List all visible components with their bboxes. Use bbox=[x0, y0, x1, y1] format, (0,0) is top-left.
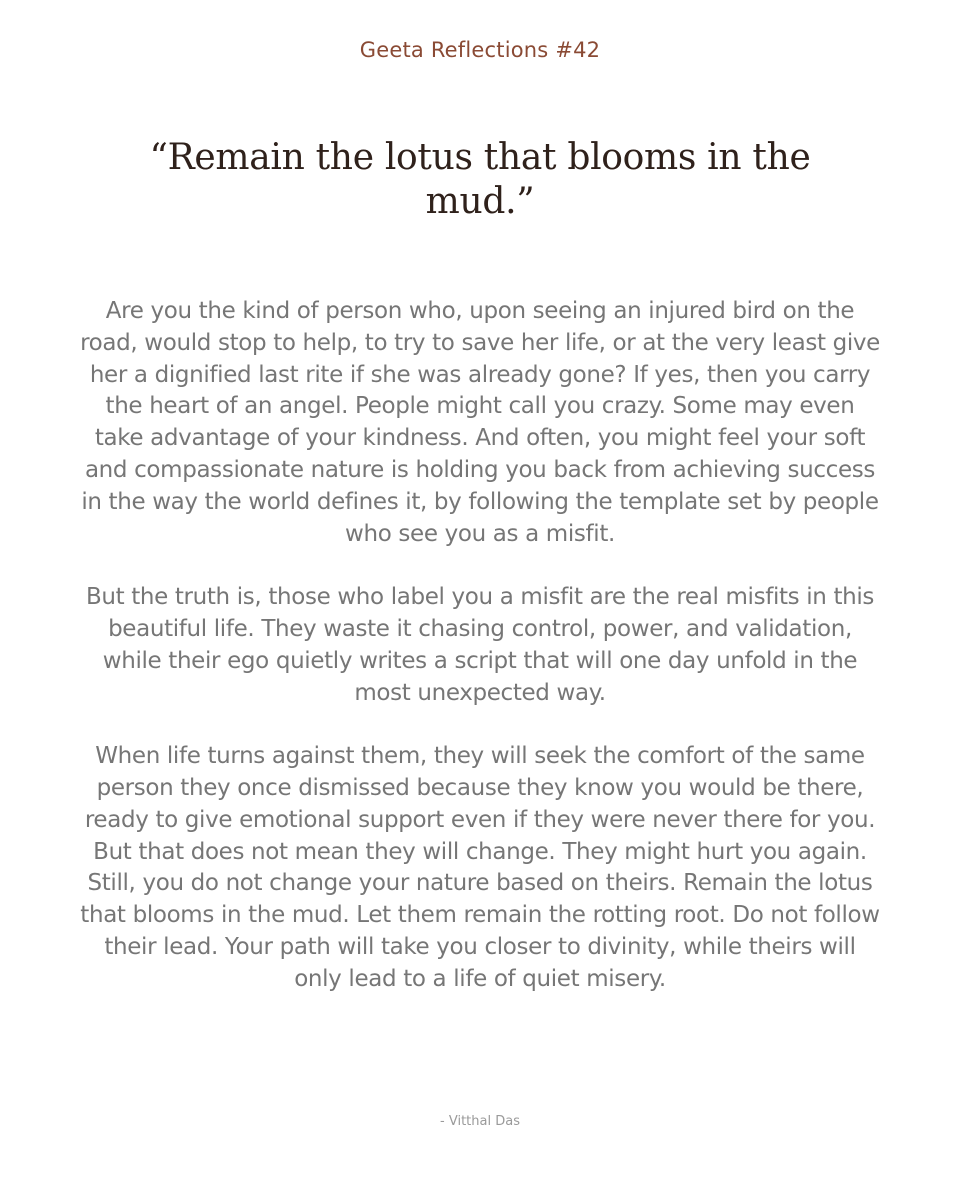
paragraph-gap bbox=[80, 550, 880, 582]
series-title: Geeta Reflections #42 bbox=[359, 38, 601, 62]
paragraph-gap bbox=[80, 709, 880, 741]
paragraph-4: Still, you do not change your nature based on theirs. Remain the lotus that blooms in the mud. Let them remain the rotting root. Do not follow their lead. Your path will take you closer to divinity, while theirs will only lead to a life of quiet misery. bbox=[80, 870, 880, 992]
author-signature: - Vitthal Das bbox=[440, 1114, 520, 1129]
paragraph-3: When life turns against them, they will seek the comfort of the same person they once dismissed because they know you would be there, ready to give emotional support even if they were never there for you. But that does not mean they will change. They might hurt you again. bbox=[84, 743, 876, 865]
quote-headline: “Remain the lotus that blooms in the mud.” bbox=[149, 137, 811, 222]
paragraph-1: Are you the kind of person who, upon seeing an injured bird on the road, would stop to help, to try to save her life, or at the very least give her a dignified last rite if she was already gone? If yes, then you carry the heart of an angel. People might call you crazy. Some may even take advantage of your kindness. And often, you might feel your soft and compassionate nature is holding you back from achieving success in the way the world defines it, by following the template set by people who see you as a misfit. bbox=[80, 298, 880, 547]
paragraph-2: But the truth is, those who label you a misfit are the real misfits in this beautiful life. They waste it chasing control, power, and validation, while their ego quietly writes a script that will one day unfold in the most unexpected way. bbox=[85, 584, 875, 706]
reflection-body bbox=[80, 296, 880, 996]
